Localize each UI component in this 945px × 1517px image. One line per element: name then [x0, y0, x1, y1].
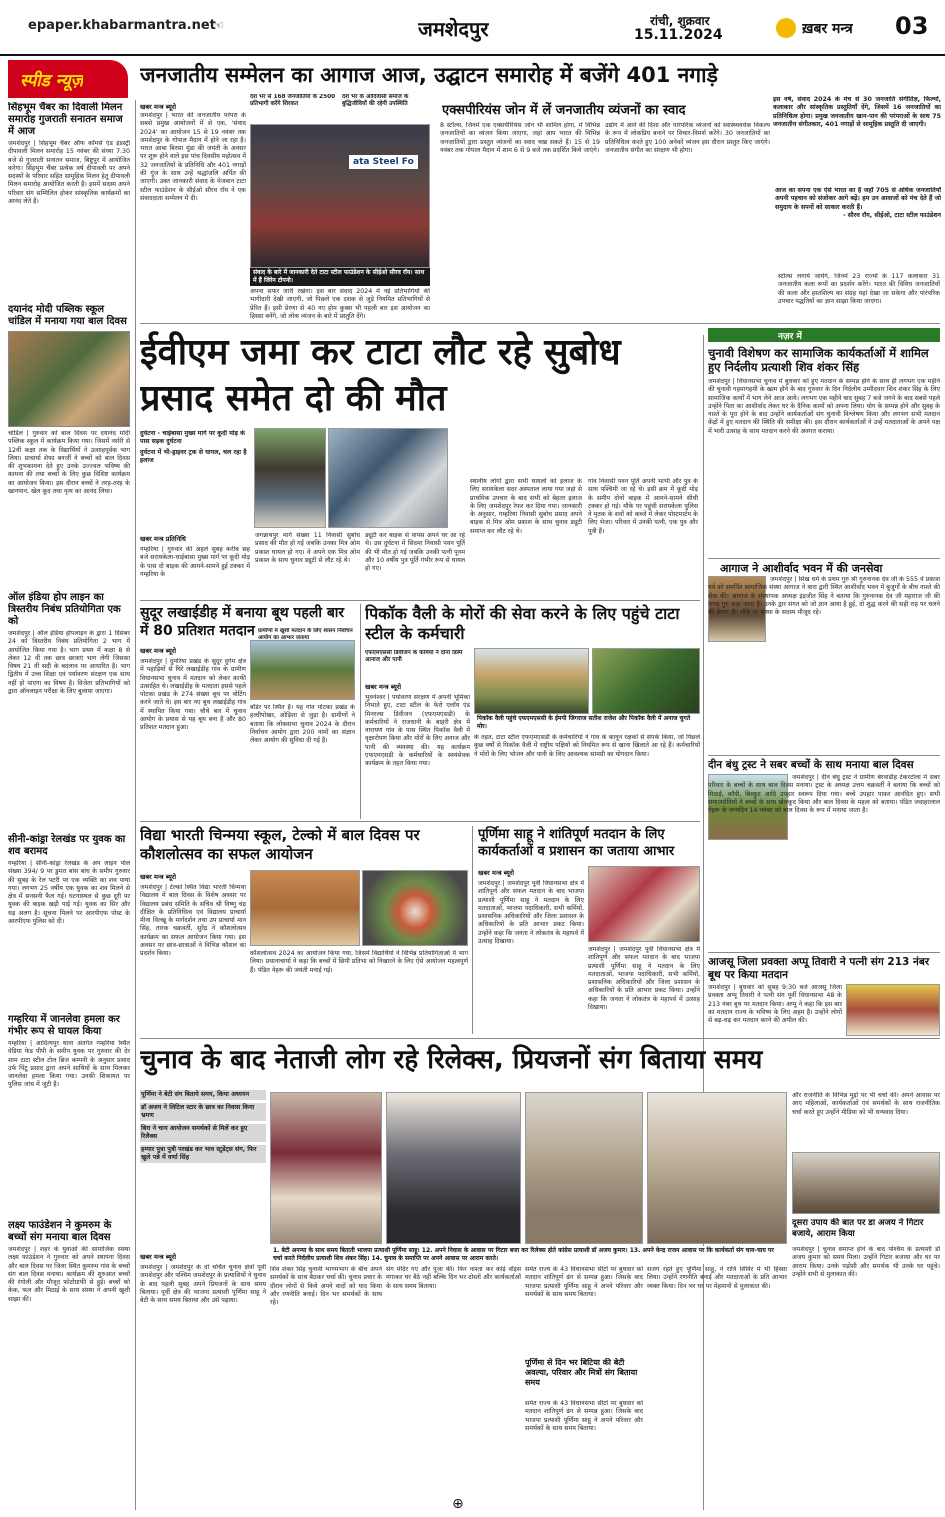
- news-title: सीनी-कांड्रा रेलखंड पर युवक का शव बरामद: [8, 834, 126, 857]
- evm-col3: ड्यूटी कर बाइक से वापस अपने घर आ रहे थे। उस दुर्घटना में सिदमा निवासी पवन पूर्ति की भी मौत हो गई जबकि उनकी पत्नी पूनम और 10 वर्षीय पुत्र पूर्ति गंभीर रूप से घायल हो गए।: [365, 532, 465, 573]
- deen-body: जमशेदपुर | दीन बंधु ट्रस्ट ने ग्रामीण बेरवाडीह टेकरटोला में सबर परिवार के बच्चों के साथ बाल दिवस मनाया। ट्रस्ट के अध्यक्ष उत्तम चक्रवर्ती ने बताया कि बच्चों को मिठाई, कॉपी, बिस्कुट आदि उपहार स्वरूप दिया गया। बच्चे उपहार पाकर आनंदित हुए। सभी समाजसेवियों ने बच्चों के साथ खेलकूद किया और बाल दिवस के महत्व को बताया। पंडित जवाहरलाल नेहरू के जन्मदिन 14 नवंबर को बाल दिवस के रूप में मनाया जाता है।: [708, 774, 940, 815]
- top-story-col3: 8 स्टॉल्स, जिनमें एक एक्सपीरियंस जोन भी शामिल होगा, में विभिन्न जनजातियों का व्यंजन किया जाएगा, जहां आप भारत की विभिन्न जनजातियों द्वारा प्रस्तुत व्यंजनों का स्वाद चख सकते हैं। 15 से 19 नवंबर तक गोपाल मैदान में शाम 6 से 9 बजे तक प्रदर्शित किये जाएंगे।: [440, 122, 600, 154]
- evm-headline: ईवीएम जमा कर टाटा लौट रहे सुबोध प्रसाद समेत दो की मौत: [140, 332, 621, 419]
- quote-text: आज का सपना एक ऐसे भारत का है जहाँ 705 से अधिक जनजातियाँ अपनी पहचान को संजोकर आगे बढ़ें। हम उन आवाजों को मंच देते हैं जो समुदाय के सपनों को साकार करती हैं।: [775, 187, 941, 211]
- top-story-photo-caption: संवाद के बारे में जानकारी देते टाटा स्टील फाउंडेशन के सीईओ सौरव रॉय। साथ में हैं जिरेन टोपनो।: [250, 268, 430, 286]
- sudur-bullet: ग्रामीणों में खुशी मतदान के लिए शासन निर्वाचन आयोग का आभार जताया: [258, 628, 353, 641]
- bullet-item: देश भर के आदिवासी समाज के बुद्धिजीवियों की रहेगी उपस्थिति: [342, 94, 409, 107]
- photo-banner: ata Steel Fo: [349, 155, 418, 169]
- evm-col4: स्थानीय लोगों द्वारा सभी घायलों को इलाज के लिए सरायकेला सदर अस्पताल लाया गया जहां से प्राथमिक उपचार के बाद सभी को बेहतर इलाज के लिए जमशेदपुर रेफर कर दिया गया। जानकारी के अनुसार, गम्हरिया निवासी सुबोध प्रसाद अपने बाइक से मित्र ओम प्रकाश के साथ चुनाव ड्यूटी समाप्त कर लौट रहे थे।: [470, 478, 582, 535]
- relax-body6: और राजनीति के विभिन्न मुद्दों पर भी चर्चा की। अपने आवास पर आए महिलाओं, कार्यकर्ताओं एवं समर्थकों के साथ राजनीतिक चर्चा करते हुए उन्होंने मीडिया को भी धन्यवाद दिया।: [792, 1092, 940, 1116]
- speed-news-column: [8, 102, 130, 1510]
- sudur-body: जमशेदपुर | दुमरिया प्रखंड के सुदूर दुर्गम क्षेत्र में पहाड़ियों से घिरे लखाईडीह गांव के ग्रामीण विधानसभा चुनाव में मतदान को लेकर काफी उत्साहित थे। लखाईडीह के मतदाता इससे पहले पोटका प्रखंड के 274 संख्या बूथ पर वोटिंग करने जाते थे। इस बार नए बूथ लखाईडीह गांव में स्थापित किया गया। चौथे बार में चुनाव आयोग के प्रयास से यह बूथ बना है और 80 प्रतिशत मतदान हुआ।: [140, 658, 246, 732]
- registration-mark-icon: ⊕: [452, 1496, 464, 1512]
- speed-news-label: स्पीड न्यूज़: [20, 71, 84, 91]
- purnima-peace-bureau: खबर मन्त्र ब्यूरो: [478, 869, 515, 877]
- pickock-body2: के तहत, टाटा स्टील एफएमएसडी के कर्मचारियों ने गांव के कानून रक्षकों से संपर्क किया, जो पिछले कुछ वर्षों से पिकॉक वैली में राष्ट्रीय पक्षियों को नियमित रूप से खाना खिलाते आ रहे हैं। कर्मचारियों ने मोरों के लिए भोजन और पानी के लिए आवश्यक सामग्री का योगदान किया।: [474, 734, 700, 758]
- relax-photo-5: [792, 1152, 940, 1214]
- relax-caption: 1. बेटी अनन्या के साथ समय बिताती भाजपा प्रत्याशी पूर्णिमा साहू। 12. अपने निवास के आवास पर गिटार बजा कर रिलेक्स होते कांग्रेस प्रत्याशी डॉ अजय कुमार। 13. अपने केन्द्र राजन आवास पर कि कार्यकर्ता संग चाय-चाय पर चर्चा करते निर्दलीय प्रत्याशी शिव शंकर सिंह। 14. चुनाव के समाप्ति पर अपने आवास पर आराम करते।: [270, 1246, 787, 1264]
- top-story-bullets: [250, 94, 430, 128]
- site-url[interactable]: epaper.khabarmantra.net: [28, 18, 216, 33]
- relax-body7: जमशेदपुर | चुनाव समाप्त होने के बाद पश्चिम के प्रत्याशी डॉ अजय कुमार को समय मिला। उन्होंने गिटार बजाया और घर पर आराम किया। उनके पड़ोसी और समर्थक भी उनके घर पहुंचे। उन्होंने सभी से मुलाकात की।: [792, 1246, 940, 1278]
- news-body: जमशेदपुर | ऑल इंडिया होपलाइन के द्वारा 1 दिसंबर 24 को त्रिस्तरीय निबंध प्रतियोगिता 2 भाग में आयोजित किया गया है। भाग प्रथम में कक्षा 8 से लेकर 12 वीं तक छात्र छात्राएं भाग लेंगी जिसका विषय 21 वीं सदी के बदलाव पर आधारित है। भाग द्वितीय में उच्च शिक्षा एवं पर्यावरण संरक्षण एक साथ नहीं हो पाएगा का विषय है। विजेता प्रतिभागियों को द्वारा ऑनलाइन परीक्षा के लिए बुलाया जाएगा।: [8, 630, 130, 696]
- nazar-tag: [708, 328, 940, 342]
- sudur-bureau: खबर मन्त्र ब्यूरो: [140, 647, 177, 655]
- evm-victim-photo-2: [328, 428, 448, 528]
- brand-box: [770, 14, 888, 44]
- top-story-col4: उद्योग में आने की दिशा और पारंपरिक व्यंजनों को स्वास्थ्यवर्धक विकल्प के रूप में लोकप्रिय बनाने पर विचार-विमर्श करेंगे। 30 जनजातियों का प्रतिनिधित्व करते हुए 100 अनेकों व्यंजन इस दौरान प्रस्तुत किए जाएंगे। जनजातीय संगीत का संरक्षण भी होगा।: [605, 122, 770, 154]
- cursor-icon: ☜: [214, 19, 224, 32]
- relax-photo-3: [525, 1092, 643, 1244]
- evm-col1: गम्हरिया | गुरुवार की अहले सुबह करीब छह बजे सरायकेला-चाईबासा मुख्य मार्ग पर कूदी मोड़ के पास दो बाइक की आमने-सामने हुई टक्कर में गम्हरिया के: [140, 546, 250, 578]
- bullet-item: दुर्घटना - चाईबासा मुख्य मार्ग पर कूदी मोड़ के पास सड़क दुर्घटना: [140, 430, 245, 445]
- top-story-headline: जनजातीय सम्मेलन का आगाज आज, उद्घाटन समारोह में बजेंगे 401 नगाड़े: [140, 63, 718, 87]
- relax-body5: सजग रहते हुए पूर्णिमा साहू, ने रात्रि शिविर में भी हिस्सा लिया। उन्होंने रणनीति बनाई और मतदाताओं के प्रति आभार व्यक्त किया। दिन भर घर पर मेहमानों से मुलाकात की।: [647, 1266, 787, 1290]
- vidya-photo-1: [250, 870, 360, 946]
- evm-col5: गांव निवासी पवन पूर्ति अपनी भाभी और पुत्र के साथ पश्चिमी जा रहे थे। इसी क्रम में कूदी मोड़ के समीप दोनों बाइक में आमने-सामने सीधी टक्कर हो गई। मौके पर पहुंची सरायकेला पुलिस ने मृतक के शवों को कब्जे में लेकर पोस्टमार्टम के लिए भेजा। परिवार में उनकी पत्नी, एक पुत्र और पुत्री हैं।: [588, 478, 698, 535]
- sudur-body2: बॉर्डर पर स्थित है। यह गांव पोटका प्रखंड के हल्दीपोखर, ओड़िशा से जुड़ा है। ग्रामीणों ने बताया कि लोकसभा चुनाव 2024 के दौरान निर्वाचन आयोग द्वारा 200 नामों का संज्ञान लेकर आयोग की सुविधा दी गई है।: [250, 704, 355, 745]
- edition-date: 15.11.2024: [634, 27, 723, 43]
- top-story-photo: [250, 124, 430, 268]
- news-title: गम्हरिया में जानलेवा हमला कर गंभीर रूप से घायल किया: [8, 1014, 120, 1037]
- vidya-photo-2: [362, 870, 468, 946]
- sudur-headline: सुदूर लखाईडीह में बनाया बूथ पहली बार में 80 प्रतिशत मतदान: [140, 605, 345, 639]
- relax-bullets: [140, 1090, 266, 1163]
- bullet-item: बिरा ने चाय आयोजन समर्थकों से मिलें कर हुए रिलैक्स: [140, 1124, 266, 1142]
- aajsu-body: जमशेदपुर | बुधवार को सुबह 9:30 बजे आजसू जिला प्रवक्ता अप्पू तिवारी ने पत्नी संग पूर्वी विधानसभा 48 के 213 नंबर बूथ पर मतदान किया। अप्पू ने कहा कि इस बार का मतदान राज्य के भविष्य के लिए अहम है। उन्होंने लोगों से बढ़-चढ़ कर मतदान करने की अपील की।: [708, 984, 842, 1025]
- vidya-bureau: खबर मन्त्र ब्यूरो: [140, 873, 177, 881]
- vidya-headline: विद्या भारती चिन्मया स्कूल, टेल्को में बाल दिवस पर कौशलोत्सव का सफल आयोजन: [140, 826, 420, 863]
- nazar-body: जमशेदपुर | विधानसभा चुनाव में बुधवार को हुए मतदान के सम्पन्न होने के साथ ही लगभग एक महीने की चुनावी गहमागहमी के खत्म होने के बाद गुरुवार के दिन निर्दलीय उम्मीदवार शिव शंकर सिंह के लिए सामाजिक कार्यों में भाग लेने आज आये। लगभग एक महीने बाद सुबह 7 बजे जगने के बाद सबसे पहले उन्होंने पिता का आशीर्वाद लेकर घर के दैनिक कामों को अपना लिया। योग के सम्पन्न होने और सुबह के नाश्ते के पूरा होने के बाद उन्होंने कार्यकर्ताओं संग चुनावी विश्लेषण किया और लगभग सभी मतदान केंद्रों में हुए मतदान की स्थिति की समीक्षा की। इस दौरान कार्यकर्ताओं ने उन्हें मतदाताओं के अपने पक्ष में भारी उत्साह के साथ मतदान करने की अवगत कराया।: [708, 378, 940, 435]
- nazar-headline: चुनावी विशेषण कर सामाजिक कार्यकर्ताओं में शामिल हुए निर्दलीय प्रत्याशी शिव शंकर सिंह: [708, 346, 929, 374]
- vidya-body: जमशेदपुर | टेल्को स्थित विद्या भारती चिन्मया विद्यालय में बाल दिवस के विशेष अवसर पर विद्यालय प्रबंध समिति के सचिव श्री विष्णु चंद्र दीक्षित के प्रतिनिधित्व एवं विद्यालय प्राचार्या मीना विल्खू के मार्गदर्शन तथा उप प्राचार्या मान सिंह, तारक चक्रवर्ती, सुरेंद्र ने कौशलोत्सव कार्यक्रम का सफल आयोजन किया गया। इस अवसर पर छात्र-छात्राओं ने विभिन्न कौशल का प्रदर्शन किया।: [140, 884, 246, 958]
- speed-news-item: [8, 592, 130, 830]
- bullet-item: डॉ अजय ने लिटिल स्टार के छात्र का निवास किया भ्रमण: [140, 1103, 266, 1121]
- brand-logo-icon: [776, 18, 796, 38]
- relax-photo-1: [270, 1092, 382, 1244]
- masthead: [0, 0, 945, 56]
- purnima-peace-body-cont: जमशेदपुर | जमशेदपुर पूर्वी विधानसभा क्षेत्र में शांतिपूर्ण और सफल मतदान के बाद भाजपा प्रत्याशी पूर्णिमा साहू ने मतदान के लिए मतदाताओं, भाजपा पदाधिकारी, सभी कर्मियों, प्रशासनिक अधिकारियों और जिला प्रशासन के अधिकारियों के प्रति आभार प्रकट किया। उन्होंने कहा कि जनता ने लोकतंत्र के महापर्व में उत्साह दिखाया।: [588, 946, 700, 1012]
- news-body: चांडिल | गुरुवार को बाल दिवस पर दयानंद मोदी पब्लिक स्कूल में कार्यक्रम किया गया। जिसमें नर्सरी से 12वीं कक्षा तक के विद्यार्थियों ने उत्साहपूर्वक भाग लिया। प्राचार्या शेफा बनर्जी ने बच्चों को बाल दिवस की शुभकामना देते हुए उनके उज्ज्वल भविष्य की कामना की तथा बच्चों के लिए कुछ विशिष्ट कार्यक्रम का आयोजन किया। इस दौरान बच्चों ने तरह-तरह के खानपान, खेल कूद तथा नृत्य का आनंद लिया।: [8, 430, 130, 496]
- pickock-photo-2: [592, 648, 700, 714]
- pickock-bureau: खबर मन्त्र ब्यूरो: [365, 683, 402, 691]
- bullet-item: देश भर से 168 जनजातियों के 2500 प्रतिभागी करेंगे शिरकत: [250, 94, 336, 107]
- news-body: जमशेदपुर | सिंहभूम चैंबर ऑफ कॉमर्स एंड इंडस्ट्री दीपावली मिलन समारोह 15 नवंबर की संध्या 7.30 बजे से गुजराती सनातन समाज, बिष्टुपुर में आयोजित करेगा। सिंहभूम चैंबर प्रत्येक वर्ष दीपावली पर अपने सदस्यों के परिवार सहित सामूहिक मिलन हेतु दीपावली मिलन समारोह आयोजित करती है। इसमें सदस्य अपने परिवार संग सम्मिलित होकर सांस्कृतिक कार्यक्रमों का आनंद लेते हैं।: [8, 140, 130, 206]
- pickock-body: भुवनेश्वर | पर्यावरण संरक्षण में अपनी भूमिका निभाते हुए, टाटा स्टील के फेरो एलॉय एंड मिनरल्स डिवीजन (एफएमएसडी) के कर्मचारियों ने राजधानी के बाहरी क्षेत्र में नारायण गांव के पास स्थित पिकॉक वैली में वृक्षारोपण किया और मोरों के लिए अनाज और पानी की व्यवस्था की। यह कार्यक्रम एफएमएसडी के कर्मचारियों के स्वयंसेवक कार्यक्रम के तहत किया गया।: [365, 694, 470, 768]
- speed-news-item: [8, 304, 130, 588]
- city-name: जमशेदपुर: [418, 17, 489, 41]
- news-body: गम्हरिया | आदित्यपुर थाना अंतर्गत गम्हरिया स्थित वेडिया फेड पीपी के समीप युवक पर गुरुवार की देर शाम टाटा स्टील टोल ब्रिज कम्पनी के अनुसार प्रसाद उर्फ पिंटू प्रसाद द्वारा अपने साथियों के साथ मिलकर जानलेवा हमला किया गया। उनकी शिकायत पर पुलिस जांच में जुटी है।: [8, 1040, 130, 1089]
- top-story-col5: स्टॉल्स लगाये जायेंगे, जिनमें 23 राज्यों के 117 कलाकार 31 जनजातीय कला रूपों का प्रदर्शन करेंगे। भारत की विविध जनजातियों की कला और हस्तशिल्प का संग्रह यहां देखा जा सकेगा और पारंपरिक उपचार पद्धतियों का ज्ञान साझा किया जाएगा।: [778, 273, 940, 305]
- ashirwad-headline: आगाज ने आशीर्वाद भवन में की जनसेवा: [720, 562, 883, 575]
- purnima-peace-photo: [588, 866, 700, 942]
- purnima-peace-headline: पूर्णिमा साहू ने शांतिपूर्ण मतदान के लिए कार्यकर्ताओं व प्रशासन का जताया आभार: [478, 827, 675, 859]
- relax-headline: चुनाव के बाद नेताजी लोग रहे रिलेक्स, प्रियजनों संग बिताया समय: [140, 1045, 763, 1075]
- aajsu-photo: [846, 984, 940, 1036]
- evm-bullets: [140, 430, 250, 465]
- edition-day: रांची, शुक्रवार: [650, 14, 710, 28]
- relax-photo-4: [647, 1092, 787, 1244]
- relax-photo-2: [386, 1092, 521, 1244]
- speed-news-item: [8, 102, 130, 300]
- top-story-bureau: खबर मन्त्र ब्यूरो: [140, 103, 177, 111]
- brand-name: ख़बर मन्त्र: [802, 21, 853, 37]
- bullet-item: पूर्णिमा ने बेटी संग बिताये समय, किया अध्ययन: [140, 1090, 266, 1100]
- evm-victim-photo-1: [254, 428, 326, 528]
- purnima-peace-body: जमशेदपुर | जमशेदपुर पूर्वी विधानसभा क्षेत्र में शांतिपूर्ण और सफल मतदान के बाद भाजपा प्रत्याशी पूर्णिमा साहू ने मतदान के लिए मतदाताओं, भाजपा पदाधिकारी, सभी कर्मियों, प्रशासनिक अधिकारियों और जिला प्रशासन के अधिकारियों के प्रति आभार प्रकट किया। उन्होंने कहा कि जनता ने लोकतंत्र के महापर्व में उत्साह दिखाया।: [478, 880, 584, 946]
- pickock-bullet: एफएमएससी डिवीजन के कर्मियों ने दाना डिस्पे आनाज और पानी: [365, 650, 463, 663]
- ashirwad-body: जमशेदपुर | सिख धर्म के प्रथम गुरु श्री गुरुनानक देव जी के 555 वें प्रकाश पर्व को समर्पित सामाजिक संस्था आगाज ने बारा द्वारी स्थित आशीर्वाद भवन में बुजुर्गों के बीच नाश्ते की सेवा की। आगाज के संस्थापक अध्यक्ष इंद्रजीत सिंह ने बताया कि गुरुनानक देव जी महाराज जी की जगह गुरु कहा जाता है। उनके द्वार संगत को जो ज्ञान आया है हुई, दो शुद्ध करने की सही राह पर चलने की प्रेरणा दी। मौके पर संस्था के सदस्य मौजूद रहे।: [708, 576, 940, 617]
- news-body: गम्हरिया | सीनी-कांड्रा रेलखंड के अप लाइन पोल संख्या 394/ 9 पर डुमरा बांस बांध के समीप गुरुवार की सुबह के रेल पटरी पर एक व्यक्ति का शव पाया गया। लगभग 25 वर्षीय एक युवक का शव मिलने से क्षेत्र में सनसनी फैल गई। घटनास्थल से कुछ दूरी पर युवक की बाइक खड़ी पाई गई। युवक का सिर और धड़ अलग है। सूचना मिलने पर आरपीएफ पोस्ट के आरपीएफ पुलिस को दी।: [8, 860, 130, 926]
- intro-text: इस वर्ष, संवाद 2024 के मंच से 30 जनजाति संगीतिज्ञ, फिल्मों, कलाकार और सांस्कृतिक प्रस्तुतियाँ देंगे, जिसमें 16 जनजातियों का प्रतिनिधित्व होगा। प्रमुख जनजातीय खान-पान की परंपराओं के साथ 75 जनजातीय संगीतकार, 401 नगाड़ों से सामूहिक प्रस्तुति दी जाएगी।: [773, 96, 941, 128]
- relax-sub-headline: पूर्णिमा से दिन भर बिटिया की बेटी अवल्या, परिवार और मित्रों संग बिताया समय: [525, 1358, 638, 1387]
- aajsu-headline: आजसू जिला प्रवक्ता अप्पू तिवारी ने पत्नी संग 213 नंबर बूथ पर किया मतदान: [708, 956, 930, 981]
- speed-news-item: [8, 1014, 130, 1216]
- deen-headline: दीन बंधु ट्रस्ट ने सबर बच्चों के साथ मनाया बाल दिवस: [708, 759, 914, 771]
- relax-body4: समेत राज्य के 43 विधानसभा सीटों पर बुधवार को मतदान शांतिपूर्ण ढंग से सम्पन्न हुआ। जिसके बाद भाजपा प्रत्याशी पूर्णिमा साहू ने अपने परिवार और समर्थकों के साथ समय बिताया।: [525, 1266, 643, 1298]
- evm-bureau: खबर मन्त्र प्रतिनिधि: [140, 535, 186, 543]
- sudur-photo: [250, 640, 355, 700]
- news-body: जमशेदपुर | शहर के युवाओं की सामाजिक संस्था लक्ष्य फाउंडेशन ने गुरुवार को अपने स्थापना दिवस और बाल दिवस पर जिला स्थित कुमरुम गांव के बच्चों संग बाल दिवस मनाया। कार्यक्रम की शुरुआत बच्चों की रंगोली और मौजूद फोटोग्राफी से हुई। बच्चों को केक, फल और मिठाई के साथ संस्था ने अपनी खुशी साझा की।: [8, 1246, 130, 1303]
- relax-bureau: खबर मन्त्र ब्यूरो: [140, 1253, 177, 1261]
- pickock-caption: पिकॉक वैली पहुंचे एफएमएससी के ईमपी जिगराज सतीश राजेश और पिकॉक वैली में अनाज चुगते मोर।: [474, 714, 700, 732]
- top-story-col2: अपना सफर जारी रखेगा। इस बार संवाद 2024 में नई प्रतिभागियों की भागीदारी देखी जाएगी, जो पिछले एक दशक से जुड़े नियमित प्रतिभागियों से प्रेरित हैं। इसी प्रेरणा से 40 नए होम कुक्स भी पहली बार इस आयोजन का हिस्सा बनेंगे, जो लोक व्यंजन के बारे में प्रस्तुति देंगे।: [250, 288, 430, 320]
- speed-news-badge: [8, 60, 128, 98]
- speed-news-item: [8, 834, 130, 1010]
- top-story-sub-headline: एक्सपीरियंस जोन में लें जनजातीय व्यंजनों का स्वाद: [442, 103, 686, 118]
- evm-col2: जगन्नाथपुर मार्ग संख्या 11 निवासी सुबोध प्रसाद की मौत हो गई जबकि उनका मित्र ओम प्रकाश घायल हो गए। वे अपने एक मित्र ओम प्रकाश के साथ चुनाव ड्यूटी से लौट रहे थे।: [255, 532, 360, 564]
- top-story-col1: जमशेदपुर | भारत की जनजातीय परंपरा के सबसे प्रमुख आयोजनों में से एक, 'संवाद 2024' का आयोजन 15 से 19 नवंबर तक जमशेदपुर के गोपाल मैदान में होने जा रहा है। भारत आबा बिरसा मुंडा की जयंती के अवसर पर शुरू होने वाले इस पांच दिवसीय महोत्सव में 32 जनजातियों के प्रतिनिधि और 401 नगाड़ों की गूंज के साथ उन्हें श्रद्धांजलि अर्पित की जाएगी। उक्त जानकारी संवाद के मेजबान टाटा स्टील फाउंडेशन के सीईओ सौरव रॉय ने एक संवाददाता सम्मेलन में दी।: [140, 112, 246, 202]
- relax-right-headline: दूसरा उपाय की बात पर डा अजय ने गिटार बजाये, आराम किया: [792, 1218, 924, 1239]
- quote-box: [775, 187, 941, 271]
- top-story-intro-box: [773, 96, 941, 186]
- relax-body3: संग मंदिर गए और पूजा की। फिर नाश्ता कर कोई वॉइस मंगाकर घर बैठे नहीं बल्कि दिन भर दोस्तों और कार्यकर्ताओं के साथ समय बिताया।: [386, 1266, 521, 1290]
- news-title: लक्ष्य फाउंडेशन ने कुमरुम के बच्चों संग मनाया बाल दिवस: [8, 1220, 112, 1243]
- news-title: सिंहभूम चैंबर का दिवाली मिलन समारोह गुजराती सनातन समाज में आज: [8, 102, 123, 137]
- news-title: दयानंद मोदी पब्लिक स्कूल चांडिल में मनाया गया बाल दिवस: [8, 304, 127, 327]
- page-number: 03: [895, 12, 929, 40]
- pickock-headline: पिकॉक वैली के मोरों की सेवा करने के लिए पहुंचे टाटा स्टील के कर्मचारी: [365, 604, 680, 643]
- quote-author: - सौरव रॉय, सीईओ, टाटा स्टील फाउंडेशन: [842, 211, 941, 219]
- bullet-item: हम्मार पुत्रा पुत्री परखंड कर भाव स्टूडेंट्स संग, फिर खुले पन्ने में वर्णा सिंह: [140, 1145, 266, 1163]
- pickock-photo-1: [474, 648, 589, 714]
- news-title: ऑल इंडिया होप लाइन का त्रिस्तरीय निबंध प्रतियोगिता एक को: [8, 592, 121, 627]
- relax-body2: शिव शंकर सिंह चुनावी भागमभाग के बीच अपने समर्थकों के साथ बैठकर चर्चा की। चुनाव प्रचार के दौरान लोगों से किये अपने वादों को याद किया और रणनीति बनाई। दिन भर समर्थकों के साथ रहे।: [270, 1266, 382, 1307]
- relax-body4-cont: समेत राज्य के 43 विधानसभा सीटों पर बुधवार को मतदान शांतिपूर्ण ढंग से सम्पन्न हुआ। जिसके बाद भाजपा प्रत्याशी पूर्णिमा साहू ने अपने परिवार और समर्थकों के साथ समय बिताया।: [525, 1400, 643, 1432]
- vidya-body2: कौशलोत्सव 2024 का आयोजन किया गया, जिसमें विद्यार्थियों ने विभिन्न प्रतियोगिताओं में भाग लिया। प्रधानाचार्या ने कहा कि बच्चों में छिपी प्रतिभा को निखारने के लिए ऐसे आयोजन महत्वपूर्ण हैं। पंडित नेहरू की जयंती मनाई गई।: [250, 950, 468, 974]
- bullet-item: दुर्घटना में भी-ड्राइवर ट्रक से घायल, चल रहा है इलाज: [140, 449, 247, 464]
- speed-news-item: [8, 1220, 130, 1376]
- nazar-label: नज़र में: [778, 332, 802, 342]
- news-photo: [8, 331, 130, 427]
- relax-body1: जमशेदपुर | जमशेदपुर के दो चर्चित चुनाव क्षेत्रों पूर्वी जमशेदपुर और पश्चिम जमशेदपुर के प्रत्याशियों ने चुनाव के बाद पहली सुबह अपने प्रियजनों के साथ समय बिताया। पूर्वी क्षेत्र की भाजपा प्रत्याशी पूर्णिमा साहू ने बेटी के साथ समय बिताया और उसे पढ़ाया।: [140, 1264, 266, 1305]
